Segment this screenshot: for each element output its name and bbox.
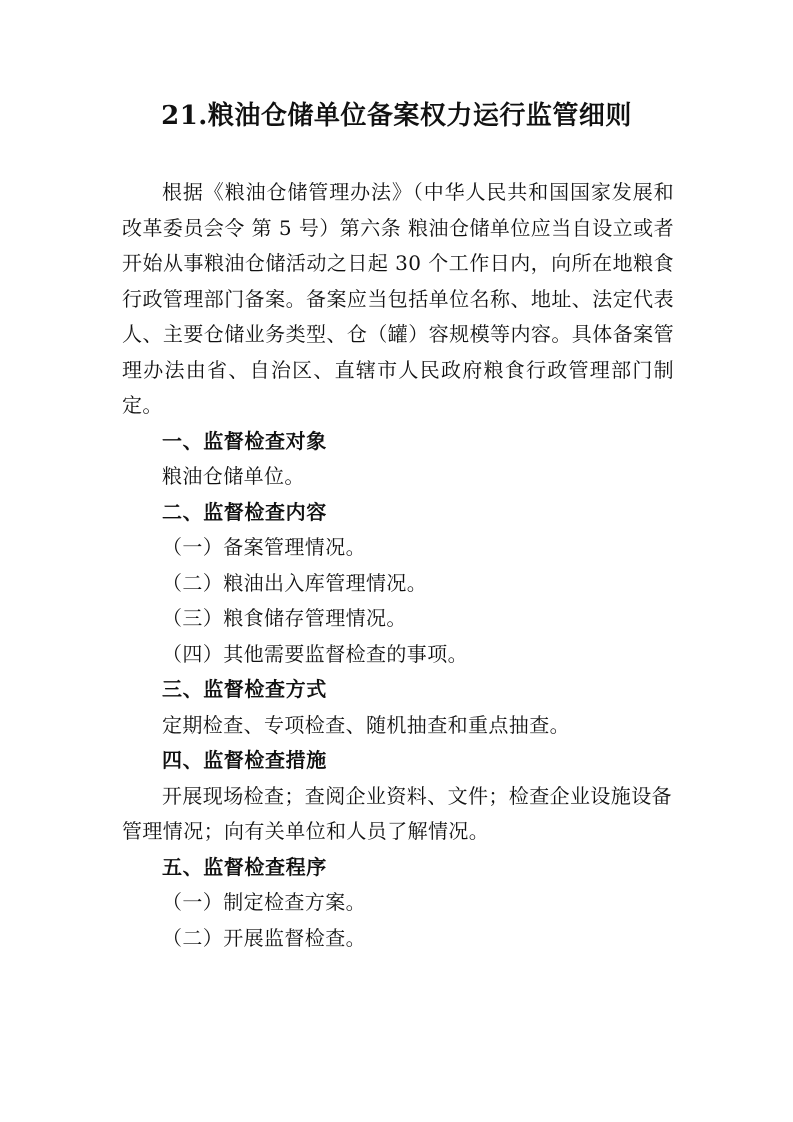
section-object-line: 粮油仓储单位。: [162, 464, 305, 488]
section-procedure-item: （一）制定检查方案。: [162, 890, 366, 914]
section-content-item: （四）其他需要监督检查的事项。: [162, 641, 468, 666]
document-title: 21.粮油仓储单位备案权力运行监管细则: [161, 101, 632, 131]
section-heading-object: 一、监督检查对象: [162, 428, 327, 453]
section-heading-content: 二、监督检查内容: [162, 499, 327, 524]
section-heading-procedure: 五、监督检查程序: [162, 854, 327, 879]
section-heading-method: 三、监督检查方式: [162, 677, 327, 701]
section-heading-measures: 四、监督检查措施: [162, 748, 327, 772]
section-procedure-item: （二）开展监督检查。: [162, 925, 366, 950]
section-content-item: （三）粮食储存管理情况。: [162, 606, 407, 630]
section-measures-line: 开展现场检查；查阅企业资料、文件；检查企业设施设备管理情况；向有关单位和人员了解情况。: [122, 783, 672, 843]
document-body: [122, 175, 674, 956]
section-content-item: （一）备案管理情况。: [162, 535, 366, 559]
section-content-item: （二）粮油出入库管理情况。: [162, 570, 428, 595]
section-method-line: 定期检查、专项检查、随机抽查和重点抽查。: [162, 712, 570, 737]
intro-paragraph: 根据《粮油仓储管理办法》（中华人民共和国国家发展和改革委员会令 第 5 号）第六条 粮油仓储单位应当自设立或者开始从事粮油仓储活动之日起 30 个工作日内，向所在地粮食行政管理部门备案。备案应当包括单位名称、地址、法定代表人、主要仓储业务类型、仓（罐）容规模等内容。具体备案管理办法由省、自治区、直辖市人民政府粮食行政管理部门制定。: [122, 180, 674, 417]
